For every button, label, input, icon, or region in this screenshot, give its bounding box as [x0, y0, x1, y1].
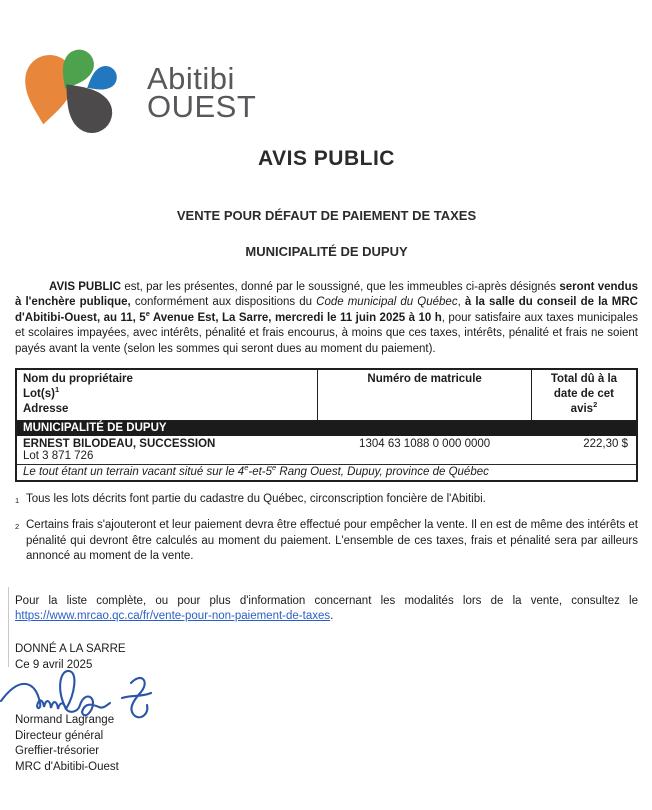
intro-seg: conformément aux dispositions du [130, 296, 317, 309]
footnote-text: Certains frais s'ajouteront et leur paiement devra être effectué pour empêcher la vente. Il en est de même des intérêts et pénalité qui devront être calculés au moment du paiement. L'ensemble de ces taxes, frais et pénalité sera par ailleurs annoncé au moment de la vente. [26, 519, 638, 563]
tax-sale-table [15, 368, 638, 482]
footnote-2 [15, 518, 638, 564]
header-lots-label: Lot(s) [23, 388, 55, 401]
header-line [23, 387, 311, 402]
property-description [16, 465, 637, 482]
subtitle: VENTE POUR DÉFAUT DE PAIEMENT DE TAXES [176, 208, 477, 223]
footnote-marker: 2 [15, 522, 20, 532]
signatory-role-2: Greffier-trésorier [15, 745, 100, 758]
document-page [0, 44, 652, 810]
municipality-band-row [16, 421, 637, 437]
header-line: Nom du propriétaire [23, 373, 133, 386]
scan-edge-artifact [8, 587, 9, 667]
desc-seg: Le tout étant un terrain vacant situé sur le 4 [23, 466, 245, 479]
table-header-row [16, 369, 637, 421]
desc-seg-sup: e [244, 463, 249, 473]
desc-seg: -et-5 [248, 466, 273, 479]
header-line: Total dû à la [550, 373, 618, 386]
footnote-1 [15, 492, 638, 508]
signature-area [15, 673, 638, 713]
intro-seg: Avenue Est, La Sarre, mercredi le 11 juin 2025 à 10 h [149, 311, 442, 324]
desc-seg: Rang Ouest, Dupuy, province de Québec [276, 466, 489, 479]
intro-seg: seront vendus à l'enchère publique, [15, 281, 638, 309]
logo [23, 44, 638, 141]
signatory-name: Normand Lagrange [15, 714, 115, 727]
contact-text-end: . [330, 610, 334, 623]
header-avis-label: avis [570, 403, 594, 416]
logo-word-ouest: OUEST [147, 88, 257, 124]
municipality-band: MUNICIPALITÉ DE DUPUY [16, 421, 637, 437]
lot-number: Lot 3 871 726 [23, 450, 94, 463]
header-line: date de cet [553, 388, 614, 401]
given-date: Ce 9 avril 2025 [15, 658, 93, 671]
intro-paragraph [15, 280, 638, 357]
col-header-total [531, 369, 637, 421]
footnote-ref-2: 2 [593, 400, 598, 410]
logo-wordmark [147, 60, 257, 124]
footnote-marker: 1 [15, 496, 20, 506]
amount-due: 222,30 $ [583, 438, 628, 451]
given-place: DONNÉ A LA SARRE [15, 643, 126, 656]
header-line: Adresse [23, 403, 69, 416]
table-row [16, 450, 637, 465]
contact-text: Pour la liste complète, ou pour plus d'information concernant les modalités lors de la vente, consultez le [15, 594, 638, 607]
contact-paragraph [15, 594, 638, 625]
signatory-org: MRC d'Abitibi-Ouest [15, 761, 119, 774]
signatory-role-1: Directeur général [15, 729, 104, 742]
matricule-number: 1304 63 1088 0 000 0000 [359, 438, 491, 451]
intro-seg: est, par les présentes, donné par le soussigné, que les immeubles ci-après désignés [121, 281, 560, 293]
logo-petals-icon [23, 44, 141, 142]
owner-name: ERNEST BILODEAU, SUCCESSION [23, 438, 216, 451]
intro-seg: Code municipal du Québec [316, 296, 458, 309]
footnote-text: Tous les lots décrits font partie du cadastre du Québec, circonscription foncière de l'Abitibi. [26, 493, 486, 506]
col-header-matricule: Numéro de matricule [318, 369, 532, 421]
intro-seg: AVIS PUBLIC [49, 281, 122, 293]
intro-seg: à la salle du conseil de la MRC d'Abitibi-Ouest, au 11, 5 [15, 296, 638, 324]
desc-seg-sup: e [272, 463, 277, 473]
intro-seg: , pour satisfaire aux taxes municipales et scolaires impayées, avec intérêts, pénalité et frais encourus, à moins que ces taxes, intérêts, pénalité et frais ne soient payés avant la vente (selon les sommes qui seront dues au moment du paiement). [15, 311, 638, 355]
signatory-block [15, 713, 638, 775]
logo-word-abitibi: Abitibi [147, 60, 235, 96]
intro-seg-sup: e [145, 308, 150, 318]
header-line [538, 402, 630, 417]
tax-sale-link[interactable]: https://www.mrcao.qc.ca/fr/vente-pour-non-paiement-de-taxes [15, 610, 331, 623]
table-row [16, 465, 637, 482]
footnote-ref-1: 1 [54, 385, 60, 395]
col-header-owner [16, 369, 318, 421]
table-row [16, 436, 637, 450]
municipality-title: MUNICIPALITÉ DE DUPUY [245, 244, 408, 259]
page-title: AVIS PUBLIC [258, 147, 395, 170]
intro-seg: , [457, 296, 465, 309]
